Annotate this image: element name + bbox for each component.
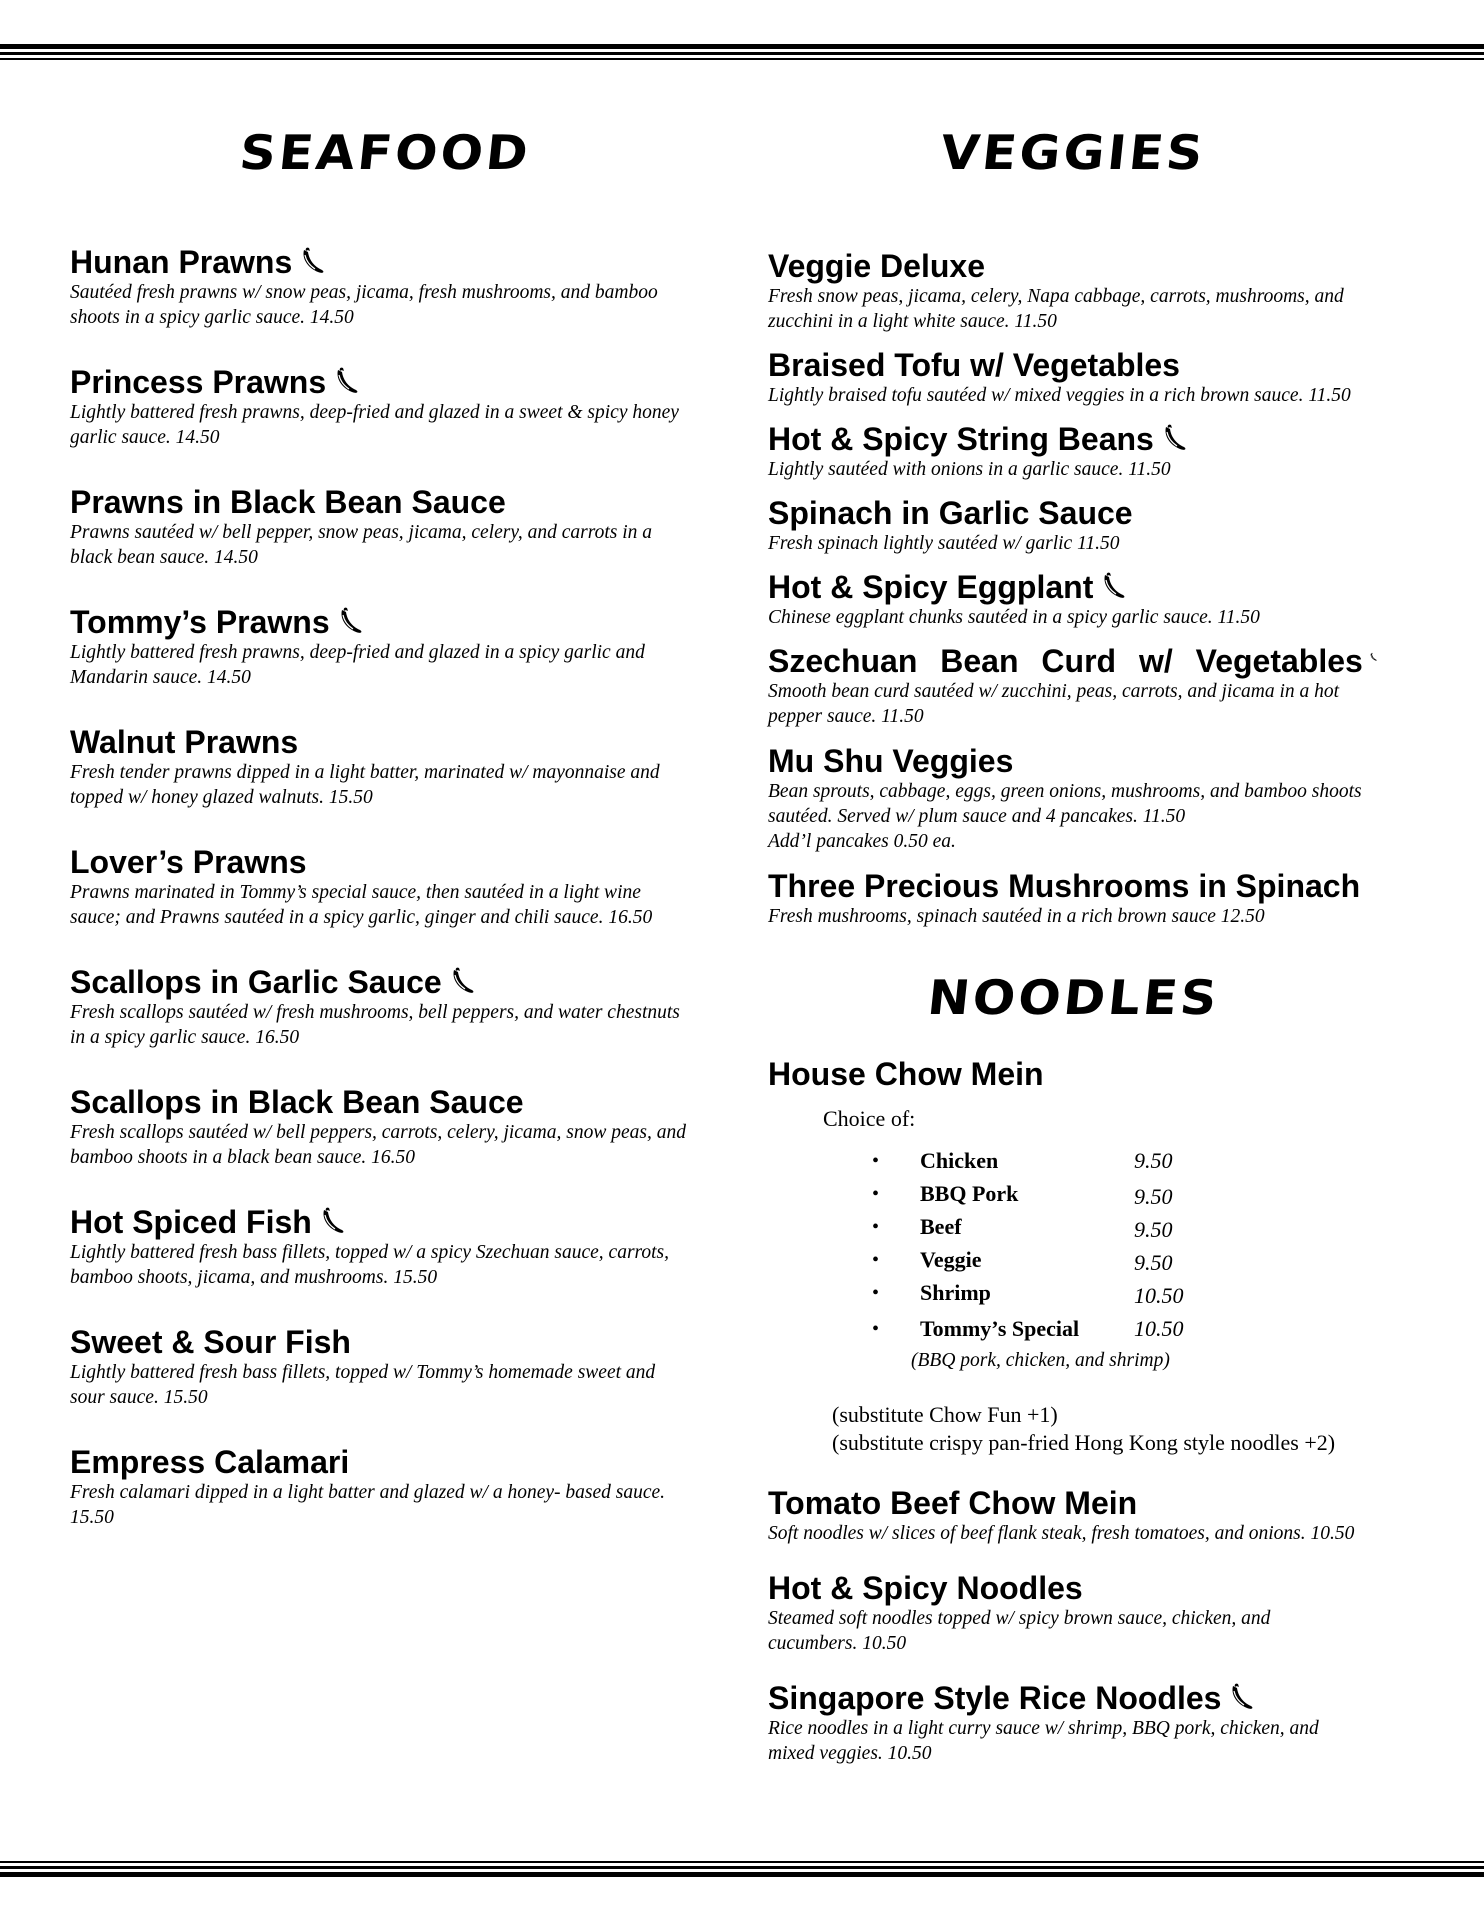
chili-pepper-icon: [1099, 572, 1129, 600]
chili-pepper-icon: [298, 247, 328, 275]
menu-item: [70, 844, 690, 930]
item-description: Lightly braised tofu sautéed w/ mixed veggies in a rich brown sauce. 11.50: [768, 385, 1351, 406]
option-name: Tommy’s Special: [920, 1316, 1080, 1341]
option-price: 9.50: [1134, 1250, 1173, 1275]
option-row: [872, 1247, 1272, 1277]
item-description: Sautéed fresh prawns w/ snow peas, jicama, fresh mushrooms, and bamboo shoots in a spicy garlic sauce. 14.50: [70, 282, 658, 328]
item-description: Lightly battered fresh prawns, deep-fried and glazed in a sweet & spicy honey garlic sauce. 14.50: [70, 402, 679, 448]
menu-item: [768, 1680, 1408, 1766]
menu-item: [768, 248, 1408, 334]
menu-item: [70, 1444, 690, 1530]
item-name: Scallops in Black Bean Sauce: [70, 1084, 524, 1120]
noodles-heading: NOODLES: [925, 970, 1223, 1026]
item-description: Lightly battered fresh bass fillets, topped w/ a spicy Szechuan sauce, carrots, bamboo shoots, jicama, and mushrooms. 15.50: [70, 1242, 670, 1288]
item-extra-note: Add’l pancakes 0.50 ea.: [768, 831, 956, 852]
item-name: Princess Prawns: [70, 364, 327, 400]
house-chow-mein: [768, 1056, 1408, 1092]
option-name: Beef: [920, 1214, 962, 1239]
item-name: Spinach in Garlic Sauce: [768, 495, 1133, 531]
option-price: 10.50: [1134, 1283, 1184, 1308]
item-description: Fresh scallops sautéed w/ fresh mushrooms, bell peppers, and water chestnuts in a spicy garlic sauce. 16.50: [70, 1002, 680, 1048]
item-description: Chinese eggplant chunks sautéed in a spicy garlic sauce. 11.50: [768, 607, 1260, 628]
item-description: Rice noodles in a light curry sauce w/ shrimp, BBQ pork, chicken, and mixed veggies. 10.50: [768, 1718, 1319, 1764]
menu-item: [70, 1204, 690, 1290]
top-border-rule: [0, 44, 1484, 60]
option-name: Veggie: [920, 1247, 982, 1272]
option-row: [872, 1148, 1272, 1178]
item-name: Tomato Beef Chow Mein: [768, 1485, 1138, 1521]
option-price: 9.50: [1134, 1148, 1173, 1173]
seafood-heading: SEAFOOD: [237, 125, 534, 181]
item-description: Soft noodles w/ slices of beef flank steak, fresh tomatoes, and onions. 10.50: [768, 1523, 1355, 1544]
menu-item: [70, 964, 690, 1050]
item-name: Tommy’s Prawns: [70, 604, 330, 640]
item-name: Lover’s Prawns: [70, 844, 307, 880]
chili-pepper-icon: [1227, 1683, 1257, 1711]
item-description: Fresh tender prawns dipped in a light batter, marinated w/ mayonnaise and topped w/ honey glazed walnuts. 15.50: [70, 762, 660, 808]
chili-pepper-icon: [1160, 424, 1190, 452]
item-description: Lightly battered fresh prawns, deep-fried and glazed in a spicy garlic and Mandarin sauce. 14.50: [70, 642, 645, 688]
item-description: Steamed soft noodles topped w/ spicy brown sauce, chicken, and cucumbers. 10.50: [768, 1608, 1271, 1654]
item-description: Fresh mushrooms, spinach sautéed in a rich brown sauce 12.50: [768, 906, 1265, 927]
menu-item: [768, 569, 1408, 630]
item-description: Prawns marinated in Tommy’s special sauce, then sautéed in a light wine sauce; and Prawns sautéed in a spicy garlic, ginger and chili sauce. 16.50: [70, 882, 653, 928]
item-name: Walnut Prawns: [70, 724, 299, 760]
chow-mein-options: [872, 1148, 1292, 1348]
bullet: •: [872, 1216, 880, 1238]
option-row: [872, 1316, 1272, 1346]
item-description: Prawns sautéed w/ bell pepper, snow peas, jicama, celery, and carrots in a black bean sauce. 14.50: [70, 522, 653, 568]
option-price: 9.50: [1134, 1184, 1173, 1209]
item-name: Prawns in Black Bean Sauce: [70, 484, 506, 520]
bullet: •: [872, 1282, 880, 1304]
special-note: (BBQ pork, chicken, and shrimp): [911, 1350, 1170, 1371]
chili-pepper-icon: [332, 367, 362, 395]
bullet: •: [872, 1318, 880, 1340]
item-description: Fresh spinach lightly sautéed w/ garlic 11.50: [768, 533, 1120, 554]
menu-item: [768, 1485, 1408, 1546]
choice-label: Choice of:: [823, 1106, 916, 1131]
option-row: [872, 1280, 1272, 1310]
menu-item: [70, 1324, 690, 1410]
item-name: Sweet & Sour Fish: [70, 1324, 351, 1360]
item-name: Hot & Spicy Noodles: [768, 1570, 1083, 1606]
item-name: Singapore Style Rice Noodles: [768, 1680, 1222, 1716]
menu-item: [70, 604, 690, 690]
menu-item: [70, 364, 690, 450]
item-name: Empress Calamari: [70, 1444, 350, 1480]
option-row: [872, 1181, 1272, 1211]
item-description: Lightly battered fresh bass fillets, topped w/ Tommy’s homemade sweet and sour sauce. 15.50: [70, 1362, 656, 1408]
menu-item: [768, 868, 1408, 929]
option-price: 9.50: [1134, 1217, 1173, 1242]
bullet: •: [872, 1150, 880, 1172]
veggies-heading: VEGGIES: [937, 125, 1209, 181]
menu-item: [768, 495, 1408, 556]
option-name: Shrimp: [920, 1280, 991, 1305]
item-name: Hunan Prawns: [70, 244, 293, 280]
chili-pepper-icon: [1369, 643, 1378, 671]
bullet: •: [872, 1183, 880, 1205]
menu-item: [70, 484, 690, 570]
menu-item: [70, 244, 690, 330]
item-name: Hot & Spicy Eggplant: [768, 569, 1094, 605]
item-description: Bean sprouts, cabbage, eggs, green onions, mushrooms, and bamboo shoots sautéed. Served w/ plum sauce and 4 pancakes. 11.50: [768, 781, 1362, 827]
option-row: [872, 1214, 1272, 1244]
option-name: BBQ Pork: [920, 1181, 1019, 1206]
item-name: Three Precious Mushrooms in Spinach: [768, 868, 1361, 904]
item-description: Fresh scallops sautéed w/ bell peppers, carrots, celery, jicama, snow peas, and bamboo shoots in a black bean sauce. 16.50: [70, 1122, 686, 1168]
substitute-chow-fun: (substitute Chow Fun +1): [832, 1402, 1058, 1427]
chili-pepper-icon: [318, 1207, 348, 1235]
item-name: Hot Spiced Fish: [70, 1204, 312, 1240]
item-description: Fresh calamari dipped in a light batter and glazed w/ a honey- based sauce. 15.50: [70, 1482, 666, 1528]
menu-item: [70, 724, 690, 810]
menu-item: [768, 421, 1408, 482]
chili-pepper-icon: [448, 967, 478, 995]
option-price: 10.50: [1134, 1316, 1184, 1341]
item-name: Hot & Spicy String Beans: [768, 421, 1154, 457]
item-description: Lightly sautéed with onions in a garlic sauce. 11.50: [768, 459, 1171, 480]
item-name: Mu Shu Veggies: [768, 743, 1014, 779]
item-name: Veggie Deluxe: [768, 248, 985, 284]
item-name: House Chow Mein: [768, 1056, 1044, 1092]
item-name: Scallops in Garlic Sauce: [70, 964, 442, 1000]
menu-item: [768, 743, 1408, 854]
menu-item: [768, 643, 1408, 729]
chili-pepper-icon: [336, 607, 366, 635]
item-description: Fresh snow peas, jicama, celery, Napa cabbage, carrots, mushrooms, and zucchini in a light white sauce. 11.50: [768, 286, 1344, 332]
option-name: Chicken: [920, 1148, 999, 1173]
menu-item: [768, 1570, 1408, 1656]
bullet: •: [872, 1249, 880, 1271]
item-name: Szechuan Bean Curd w/ Vegetables: [768, 643, 1363, 679]
bottom-border-rule: [0, 1861, 1484, 1877]
item-name: Braised Tofu w/ Vegetables: [768, 347, 1180, 383]
menu-item: [70, 1084, 690, 1170]
substitute-crispy-noodles: (substitute crispy pan-fried Hong Kong style noodles +2): [832, 1430, 1336, 1455]
item-description: Smooth bean curd sautéed w/ zucchini, peas, carrots, and jicama in a hot pepper sauce. 11.50: [768, 681, 1340, 727]
menu-item: [768, 347, 1408, 408]
